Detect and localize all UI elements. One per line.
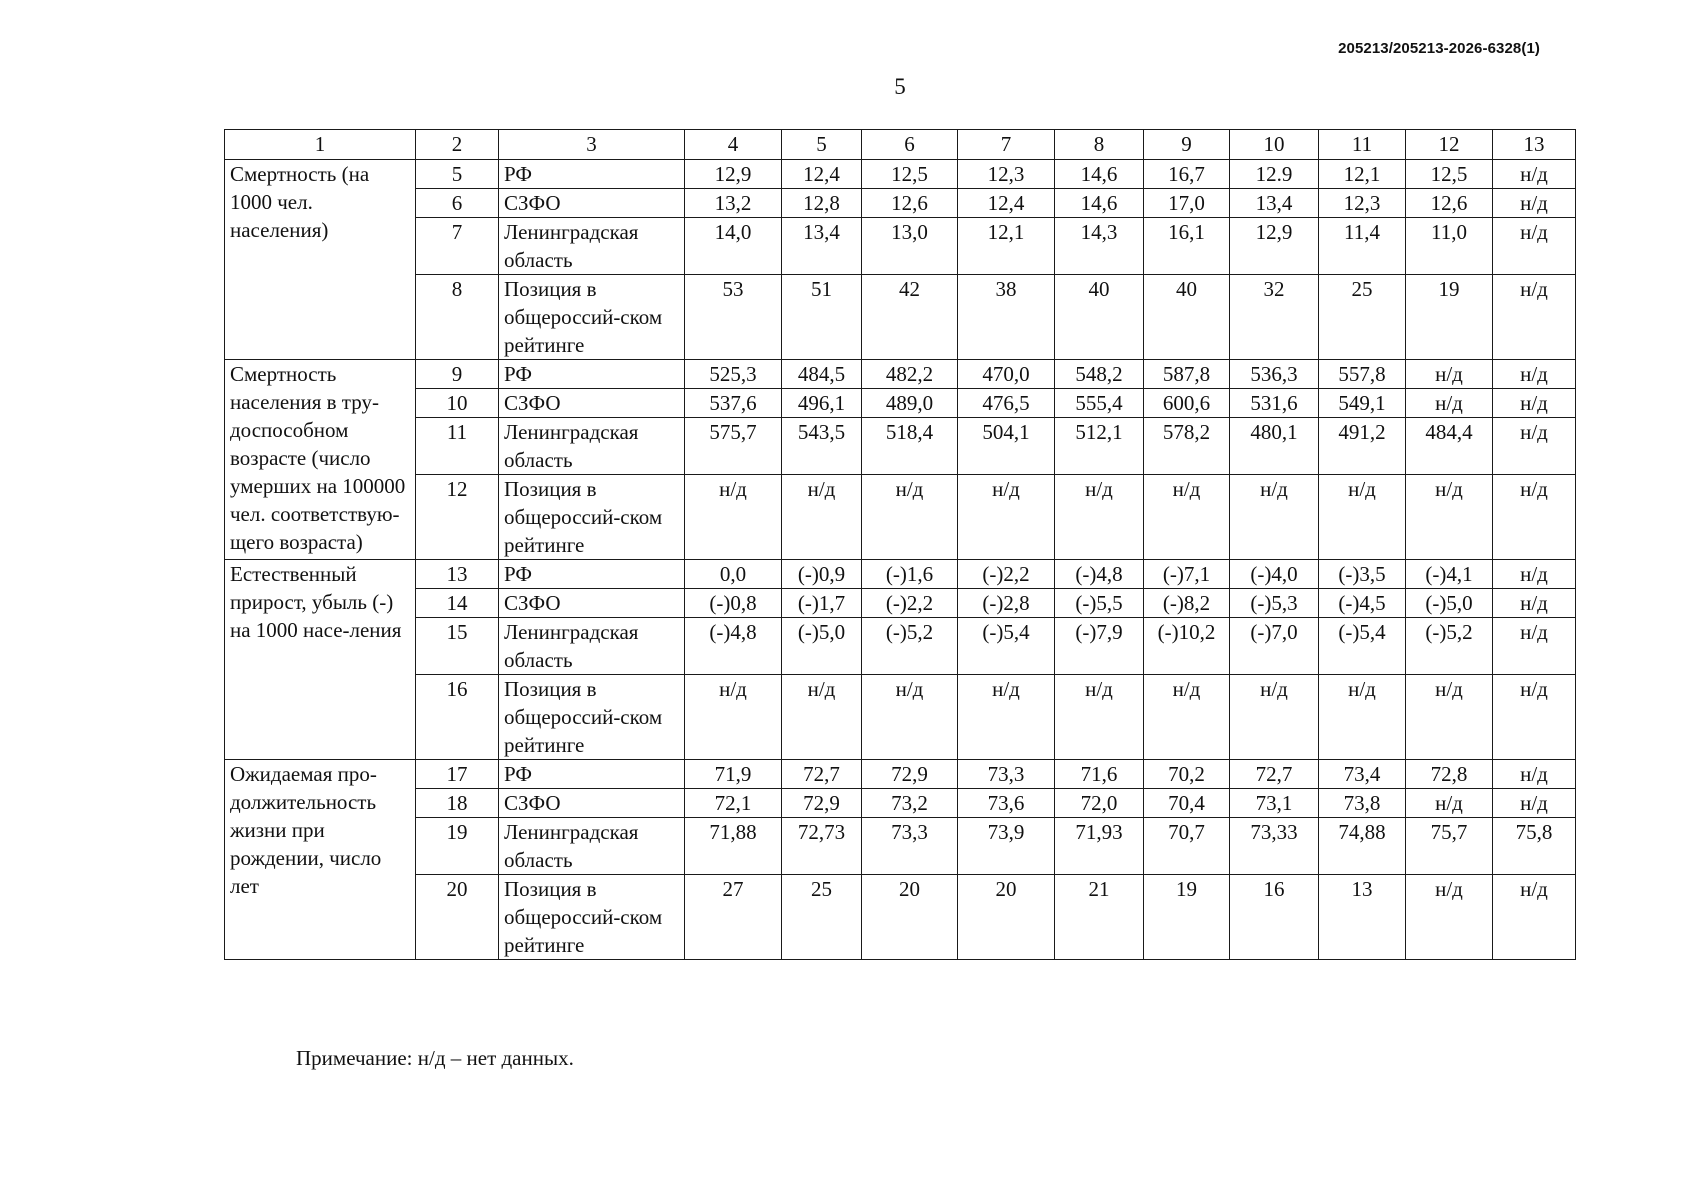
value-cell: н/д	[958, 675, 1055, 760]
value-cell: (-)2,8	[958, 589, 1055, 618]
value-cell: н/д	[1493, 875, 1576, 960]
row-number: 12	[416, 475, 499, 560]
column-header: 7	[958, 130, 1055, 160]
value-cell: 518,4	[862, 418, 958, 475]
column-header: 12	[1406, 130, 1493, 160]
value-cell: н/д	[1493, 760, 1576, 789]
row-number: 11	[416, 418, 499, 475]
value-cell: н/д	[1144, 675, 1230, 760]
value-cell: 578,2	[1144, 418, 1230, 475]
row-number: 18	[416, 789, 499, 818]
value-cell: 12,1	[1319, 160, 1406, 189]
value-cell: н/д	[862, 675, 958, 760]
value-cell: 14,6	[1055, 189, 1144, 218]
region-name: Ленинградская область	[499, 618, 685, 675]
column-header: 9	[1144, 130, 1230, 160]
value-cell: 12,3	[1319, 189, 1406, 218]
statistics-table	[224, 129, 1576, 960]
value-cell: 557,8	[1319, 360, 1406, 389]
value-cell: (-)5,2	[1406, 618, 1493, 675]
table-row	[225, 160, 1576, 189]
value-cell: 531,6	[1230, 389, 1319, 418]
region-name: Позиция в общероссий-ском рейтинге	[499, 875, 685, 960]
table-row	[225, 875, 1576, 960]
value-cell: 71,9	[685, 760, 782, 789]
row-number: 14	[416, 589, 499, 618]
value-cell: 12,6	[1406, 189, 1493, 218]
table-row	[225, 218, 1576, 275]
value-cell: 72,1	[685, 789, 782, 818]
value-cell: 12,4	[782, 160, 862, 189]
value-cell: 32	[1230, 275, 1319, 360]
value-cell: 72,0	[1055, 789, 1144, 818]
value-cell: н/д	[1230, 475, 1319, 560]
value-cell: 20	[862, 875, 958, 960]
table-row	[225, 589, 1576, 618]
region-name: Позиция в общероссий-ском рейтинге	[499, 675, 685, 760]
value-cell: н/д	[1493, 218, 1576, 275]
table-row	[225, 418, 1576, 475]
document-id: 205213/205213-2026-6328(1)	[1338, 40, 1540, 57]
value-cell: н/д	[1055, 675, 1144, 760]
value-cell: н/д	[685, 475, 782, 560]
value-cell: н/д	[1406, 360, 1493, 389]
value-cell: н/д	[1230, 675, 1319, 760]
value-cell: н/д	[1493, 589, 1576, 618]
value-cell: 512,1	[1055, 418, 1144, 475]
indicator-group-label: Смертность (на 1000 чел. населения)	[225, 160, 416, 360]
table-row	[225, 789, 1576, 818]
region-name: СЗФО	[499, 589, 685, 618]
value-cell: н/д	[1055, 475, 1144, 560]
value-cell: 75,7	[1406, 818, 1493, 875]
region-name: СЗФО	[499, 189, 685, 218]
value-cell: 19	[1144, 875, 1230, 960]
value-cell: н/д	[1493, 618, 1576, 675]
value-cell: н/д	[1319, 675, 1406, 760]
value-cell: 73,3	[958, 760, 1055, 789]
value-cell: 555,4	[1055, 389, 1144, 418]
value-cell: 496,1	[782, 389, 862, 418]
value-cell: 13,4	[782, 218, 862, 275]
region-name: Ленинградская область	[499, 418, 685, 475]
value-cell: н/д	[782, 475, 862, 560]
value-cell: 587,8	[1144, 360, 1230, 389]
row-number: 5	[416, 160, 499, 189]
table-row	[225, 275, 1576, 360]
region-name: СЗФО	[499, 389, 685, 418]
value-cell: 11,4	[1319, 218, 1406, 275]
region-name: РФ	[499, 760, 685, 789]
table-row	[225, 360, 1576, 389]
value-cell: 72,7	[782, 760, 862, 789]
value-cell: 70,7	[1144, 818, 1230, 875]
table-row	[225, 618, 1576, 675]
value-cell: 73,4	[1319, 760, 1406, 789]
row-number: 8	[416, 275, 499, 360]
value-cell: (-)4,5	[1319, 589, 1406, 618]
table-row	[225, 189, 1576, 218]
value-cell: 73,8	[1319, 789, 1406, 818]
row-number: 16	[416, 675, 499, 760]
value-cell: н/д	[1406, 875, 1493, 960]
value-cell: 40	[1144, 275, 1230, 360]
value-cell: 12,9	[685, 160, 782, 189]
value-cell: (-)7,0	[1230, 618, 1319, 675]
value-cell: н/д	[1493, 675, 1576, 760]
value-cell: 489,0	[862, 389, 958, 418]
column-header: 1	[225, 130, 416, 160]
value-cell: н/д	[1493, 789, 1576, 818]
value-cell: 38	[958, 275, 1055, 360]
row-number: 6	[416, 189, 499, 218]
value-cell: 16,1	[1144, 218, 1230, 275]
value-cell: 25	[782, 875, 862, 960]
value-cell: 72,73	[782, 818, 862, 875]
value-cell: 42	[862, 275, 958, 360]
value-cell: 12,3	[958, 160, 1055, 189]
region-name: СЗФО	[499, 789, 685, 818]
value-cell: 20	[958, 875, 1055, 960]
value-cell: 537,6	[685, 389, 782, 418]
region-name: РФ	[499, 560, 685, 589]
value-cell: н/д	[1406, 675, 1493, 760]
value-cell: н/д	[1406, 389, 1493, 418]
row-number: 9	[416, 360, 499, 389]
region-name: Ленинградская область	[499, 218, 685, 275]
table-row	[225, 675, 1576, 760]
value-cell: 504,1	[958, 418, 1055, 475]
value-cell: н/д	[1493, 275, 1576, 360]
value-cell: 13,0	[862, 218, 958, 275]
value-cell: 70,2	[1144, 760, 1230, 789]
value-cell: (-)5,0	[782, 618, 862, 675]
value-cell: 12,8	[782, 189, 862, 218]
value-cell: 72,7	[1230, 760, 1319, 789]
region-name: Позиция в общероссий-ском рейтинге	[499, 275, 685, 360]
value-cell: 543,5	[782, 418, 862, 475]
value-cell: 13,2	[685, 189, 782, 218]
value-cell: (-)0,9	[782, 560, 862, 589]
column-header: 6	[862, 130, 958, 160]
value-cell: 12,1	[958, 218, 1055, 275]
region-name: Ленинградская область	[499, 818, 685, 875]
column-header: 2	[416, 130, 499, 160]
value-cell: н/д	[1144, 475, 1230, 560]
value-cell: (-)1,7	[782, 589, 862, 618]
value-cell: 12,4	[958, 189, 1055, 218]
value-cell: 19	[1406, 275, 1493, 360]
value-cell: (-)2,2	[958, 560, 1055, 589]
value-cell: (-)7,9	[1055, 618, 1144, 675]
value-cell: (-)4,8	[685, 618, 782, 675]
value-cell: 71,93	[1055, 818, 1144, 875]
indicator-group-label: Естественный прирост, убыль (-) на 1000 насе-ления	[225, 560, 416, 760]
region-name: РФ	[499, 360, 685, 389]
value-cell: н/д	[1493, 418, 1576, 475]
footnote: Примечание: н/д – нет данных.	[296, 1046, 574, 1070]
value-cell: 73,6	[958, 789, 1055, 818]
table-row	[225, 818, 1576, 875]
value-cell: 12,5	[1406, 160, 1493, 189]
value-cell: 480,1	[1230, 418, 1319, 475]
row-number: 13	[416, 560, 499, 589]
row-number: 15	[416, 618, 499, 675]
value-cell: 484,5	[782, 360, 862, 389]
value-cell: 548,2	[1055, 360, 1144, 389]
region-name: РФ	[499, 160, 685, 189]
value-cell: 72,9	[782, 789, 862, 818]
value-cell: 73,3	[862, 818, 958, 875]
value-cell: 14,3	[1055, 218, 1144, 275]
value-cell: н/д	[685, 675, 782, 760]
value-cell: 484,4	[1406, 418, 1493, 475]
value-cell: н/д	[1319, 475, 1406, 560]
value-cell: 51	[782, 275, 862, 360]
value-cell: (-)5,4	[958, 618, 1055, 675]
row-number: 19	[416, 818, 499, 875]
value-cell: (-)4,1	[1406, 560, 1493, 589]
value-cell: (-)4,8	[1055, 560, 1144, 589]
value-cell: н/д	[958, 475, 1055, 560]
value-cell: н/д	[1493, 160, 1576, 189]
column-header: 11	[1319, 130, 1406, 160]
value-cell: н/д	[782, 675, 862, 760]
value-cell: 73,2	[862, 789, 958, 818]
row-number: 10	[416, 389, 499, 418]
value-cell: н/д	[1493, 189, 1576, 218]
table-row	[225, 389, 1576, 418]
value-cell: н/д	[1493, 560, 1576, 589]
value-cell: 16,7	[1144, 160, 1230, 189]
value-cell: 75,8	[1493, 818, 1576, 875]
value-cell: 71,6	[1055, 760, 1144, 789]
value-cell: (-)7,1	[1144, 560, 1230, 589]
value-cell: (-)0,8	[685, 589, 782, 618]
value-cell: 12,5	[862, 160, 958, 189]
value-cell: 72,8	[1406, 760, 1493, 789]
value-cell: (-)5,5	[1055, 589, 1144, 618]
value-cell: 73,1	[1230, 789, 1319, 818]
value-cell: 17,0	[1144, 189, 1230, 218]
value-cell: 600,6	[1144, 389, 1230, 418]
value-cell: 53	[685, 275, 782, 360]
column-header: 10	[1230, 130, 1319, 160]
value-cell: 482,2	[862, 360, 958, 389]
value-cell: (-)3,5	[1319, 560, 1406, 589]
column-header: 8	[1055, 130, 1144, 160]
value-cell: (-)4,0	[1230, 560, 1319, 589]
value-cell: 491,2	[1319, 418, 1406, 475]
value-cell: (-)5,0	[1406, 589, 1493, 618]
value-cell: 14,6	[1055, 160, 1144, 189]
value-cell: 11,0	[1406, 218, 1493, 275]
value-cell: (-)5,4	[1319, 618, 1406, 675]
value-cell: н/д	[1493, 389, 1576, 418]
table-row	[225, 560, 1576, 589]
table-row	[225, 760, 1576, 789]
value-cell: 525,3	[685, 360, 782, 389]
indicator-group-label: Смертность населения в тру-доспособном возрасте (число умерших на 100000 чел. соответствую-щего возраста)	[225, 360, 416, 560]
value-cell: н/д	[862, 475, 958, 560]
value-cell: н/д	[1493, 360, 1576, 389]
value-cell: 72,9	[862, 760, 958, 789]
value-cell: 536,3	[1230, 360, 1319, 389]
value-cell: 575,7	[685, 418, 782, 475]
value-cell: 12,6	[862, 189, 958, 218]
value-cell: 0,0	[685, 560, 782, 589]
value-cell: 40	[1055, 275, 1144, 360]
value-cell: 14,0	[685, 218, 782, 275]
value-cell: (-)8,2	[1144, 589, 1230, 618]
value-cell: 27	[685, 875, 782, 960]
value-cell: 21	[1055, 875, 1144, 960]
value-cell: 71,88	[685, 818, 782, 875]
page-number: 5	[894, 74, 906, 99]
indicator-group-label: Ожидаемая про-должительность жизни при рождении, число лет	[225, 760, 416, 960]
column-header: 4	[685, 130, 782, 160]
value-cell: 73,9	[958, 818, 1055, 875]
value-cell: 13	[1319, 875, 1406, 960]
header-row	[225, 130, 1576, 160]
value-cell: (-)5,3	[1230, 589, 1319, 618]
row-number: 7	[416, 218, 499, 275]
column-header: 5	[782, 130, 862, 160]
value-cell: 16	[1230, 875, 1319, 960]
value-cell: 70,4	[1144, 789, 1230, 818]
value-cell: 476,5	[958, 389, 1055, 418]
row-number: 17	[416, 760, 499, 789]
value-cell: 12.9	[1230, 160, 1319, 189]
value-cell: н/д	[1493, 475, 1576, 560]
value-cell: 73,33	[1230, 818, 1319, 875]
column-header: 3	[499, 130, 685, 160]
value-cell: 25	[1319, 275, 1406, 360]
value-cell: 470,0	[958, 360, 1055, 389]
value-cell: 549,1	[1319, 389, 1406, 418]
value-cell: 12,9	[1230, 218, 1319, 275]
value-cell: 74,88	[1319, 818, 1406, 875]
value-cell: (-)1,6	[862, 560, 958, 589]
value-cell: н/д	[1406, 475, 1493, 560]
region-name: Позиция в общероссий-ском рейтинге	[499, 475, 685, 560]
value-cell: (-)2,2	[862, 589, 958, 618]
value-cell: 13,4	[1230, 189, 1319, 218]
table-row	[225, 475, 1576, 560]
value-cell: н/д	[1406, 789, 1493, 818]
row-number: 20	[416, 875, 499, 960]
value-cell: (-)5,2	[862, 618, 958, 675]
column-header: 13	[1493, 130, 1576, 160]
value-cell: (-)10,2	[1144, 618, 1230, 675]
